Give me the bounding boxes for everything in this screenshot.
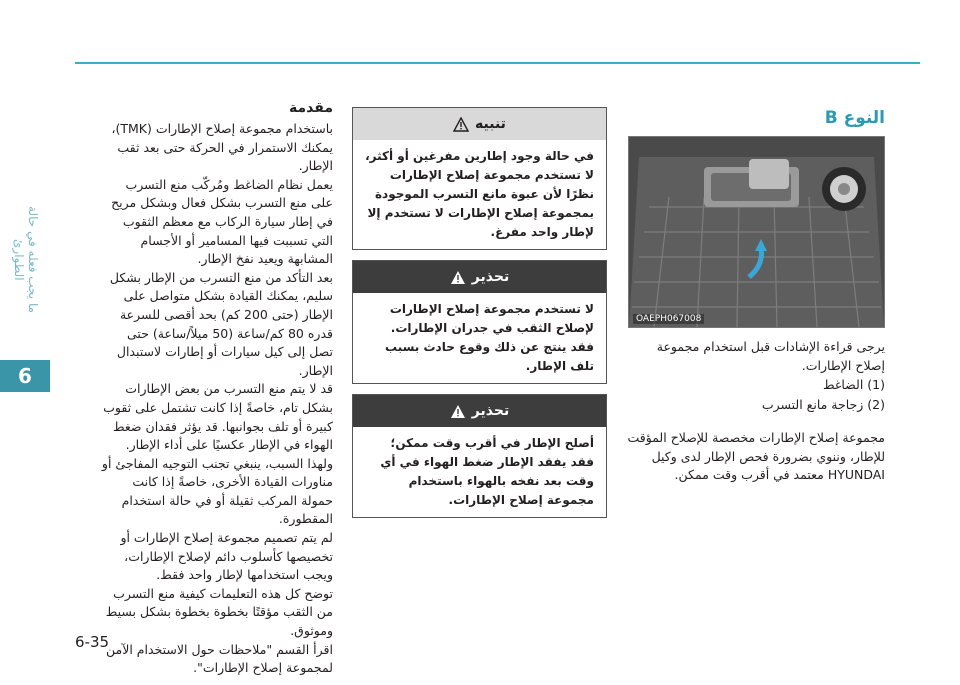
intro-text: يرجى قراءة الإشادات قبل استخدام مجموعة إصلاح الإطارات. <box>656 339 885 373</box>
notice-heading: تنبيه <box>475 116 506 132</box>
warning-box <box>352 394 607 518</box>
paragraph: يعمل نظام الضاغط ومُركّب منع التسرب على منع التسرب بشكل فعال وبشكل مريح في إطار سيارة الركاب مع معظم الثقوب التي تسببت فيها المسامير أو الأجسام المشابهة ويعيد نفخ الإطار. <box>111 176 333 267</box>
warning-text: لا تستخدم مجموعة إصلاح الإطارات لإصلاح الثقب في جدران الإطارات. فقد ينتج عن ذلك وقوع حادث بسبب تلف الإطار. <box>384 302 594 373</box>
warnings-column <box>352 107 607 528</box>
paragraph: ولهذا السبب، ينبغي تجنب التوجيه المفاجئ أو مناورات القيادة الأخرى، خاصةً إذا كانت حمولة المركب ثقيلة أو في حالة استخدام المقطورة. <box>101 455 333 527</box>
paragraph: قد لا يتم منع التسرب من بعض الإطارات بشكل تام، خاصةً إذا كانت تشتمل على ثقوب كبيرة أو تلف بجوانبها. قد يؤثر فقدان ضغط الهواء في الإطار عكسيًا على أداء الإطار. <box>103 381 333 453</box>
notice-text: في حالة وجود إطارين مفرغين أو أكثر، لا تستخدم مجموعة إصلاح الإطارات نظرًا لأن عبوة مانع التسرب الموجودة بمجموعة إصلاح الإطارات لا تستخدم إلا لإطار واحد مفرغ. <box>365 149 594 239</box>
paragraph: توضح كل هذه التعليمات كيفية منع التسرب من الثقب مؤقتًا بخطوة بخطوة بشكل بسيط وموثوق. <box>105 585 333 639</box>
list-item: (1) الضاغط <box>822 377 885 393</box>
type-b-column <box>627 108 885 485</box>
top-rule <box>75 62 920 64</box>
chapter-side-label: ما يجب فعله في حالة الطوارئ <box>12 206 40 314</box>
section-title: النوع B <box>824 108 885 128</box>
warning-triangle-icon <box>450 404 466 419</box>
footer-text: مجموعة إصلاح الإطارات مخصصة للإصلاح المؤقت للإطار، وننوي بضرورة فحص الإطار لدى وكيل HYUNDAI معتمد في أقرب وقت ممكن. <box>627 430 885 483</box>
page-number: 6-35 <box>75 633 110 651</box>
side-strip <box>0 0 55 685</box>
chapter-tab: 6 <box>0 360 50 392</box>
notice-header <box>353 108 606 140</box>
paragraph: بعد التأكد من منع التسرب من الإطار بشكل سليم، يمكنك القيادة بشكل متواصل على الإطار (حتى 200 كم) بحد أقصى للسرعة قدره 80 كم/ساعة (50 ميلاً/ساعة) حتى تصل إلى كيل سيارات أو إطارات لاستبدال الإطار. <box>109 269 333 378</box>
warning-heading: تحذير <box>471 269 510 285</box>
paragraph: اقرأ القسم "ملاحظات حول الاستخدام الآمن لمجموعة إصلاح الإطارات". <box>106 641 333 676</box>
caution-triangle-icon <box>453 117 469 132</box>
warning-header <box>353 261 606 293</box>
warning-header <box>353 395 606 427</box>
list-item: (2) زجاجة مانع التسرب <box>761 397 885 413</box>
image-caption: OAEPH067008 <box>633 314 704 324</box>
trunk-kit-photo <box>628 136 885 328</box>
paragraph: باستخدام مجموعة إصلاح الإطارات (TMK)، يمكنك الاستمرار في الحركة حتى بعد ثقب الإطار. <box>111 121 333 174</box>
warning-box <box>352 260 607 384</box>
warning-text: أصلح الإطار في أقرب وقت ممكن؛ فقد يفقد الإطار ضغط الهواء في أي وقت بعد نفخه بالهواء باستخدام مجموعة إصلاح الإطارات. <box>380 436 594 507</box>
warning-triangle-icon <box>450 270 466 285</box>
warning-heading: تحذير <box>471 403 510 419</box>
paragraph: لم يتم تصميم مجموعة إصلاح الإطارات أو تخصيصها كأسلوب دائم لإصلاح الإطارات، ويجب استخدامها لإطار واحد فقط. <box>120 530 333 583</box>
introduction-column <box>100 100 333 678</box>
trunk-illustration <box>629 137 884 327</box>
section-title: مقدمة <box>289 100 333 116</box>
notice-box <box>352 107 607 250</box>
